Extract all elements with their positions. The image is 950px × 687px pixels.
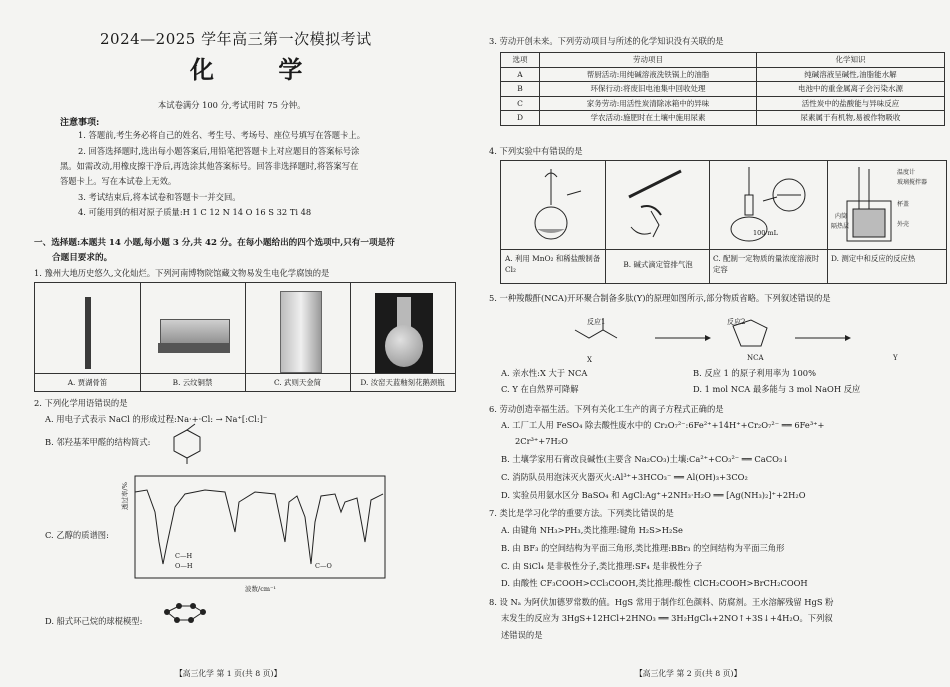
q1-option-d: D. 汝窑天蓝釉刻花鹅颈瓶 xyxy=(360,378,445,387)
note-line-2: 2. 回答选择题时,选出每小题答案后,用铅笔把答题卡上对应题目的答案标号涂 xyxy=(78,146,360,156)
q7-stem: 7. 类比是学习化学的重要方法。下列类比错误的是 xyxy=(489,508,674,518)
label-stirrer: 玻璃搅拌器 xyxy=(897,179,928,186)
q5-reaction1: 反应1 xyxy=(587,318,606,326)
ir-xlabel: 波数/cm⁻¹ xyxy=(245,585,277,593)
q2-option-c: C. 乙醇的质谱图: xyxy=(45,530,109,540)
q2-option-b: B. 邻羟基苯甲醛的结构简式: xyxy=(45,437,151,447)
q5-option-d: D. 1 mol NCA 最多能与 3 mol NaOH 反应 xyxy=(693,384,861,394)
q4-option-d: D. 测定中和反应的反应热 xyxy=(831,254,916,263)
table-header: 化学知识 xyxy=(756,53,944,68)
q7-option-b: B. 由 BF₃ 的空间结构为平面三角形,类比推理:BBr₃ 的空间结构为平面三角形 xyxy=(501,543,785,553)
q6-option-c: C. 消防队员用泡沫灭火器灭火:Al³⁺+3HCO₃⁻ ══ Al(OH)₃+3CO₂ xyxy=(501,472,748,482)
q5-label-nca: NCA xyxy=(747,354,764,362)
section1-line2: 合题目要求的。 xyxy=(52,253,113,263)
q5-option-c: C. Y 在自然界可降解 xyxy=(501,384,579,394)
footer-right: 【高三化学 第 2 页(共 8 页)】 xyxy=(635,669,742,678)
note-line-6: 4. 可能用到的相对原子质量:H 1 C 12 N 14 O 16 S 32 Ti 48 xyxy=(78,207,312,217)
flask-label: 100 mL xyxy=(753,229,778,237)
cl2-apparatus xyxy=(521,165,585,247)
page-right xyxy=(475,0,950,687)
exam-title: 2024—2025 学年高三第一次模拟考试 xyxy=(100,30,372,48)
footer-left: 【高三化学 第 1 页(共 8 页)】 xyxy=(175,669,282,678)
cyclohexane-model xyxy=(163,600,213,630)
table-row: C 家务劳动:用活性炭清除冰箱中的异味 活性炭中的盐酸能与异味反应 xyxy=(501,96,945,111)
q8-line-2: 末发生的反应为 3HgS+12HCl+2HNO₃ ══ 3H₂HgCl₄+2NO↑+3S↓+4H₂O。下列叙 xyxy=(501,613,833,623)
q7-option-c: C. 由 SiCl₄ 是非极性分子,类比推理:SF₄ 是非极性分子 xyxy=(501,561,703,571)
ir-ylabel: 透过率/% xyxy=(121,482,129,510)
q1-option-c: C. 武则天金简 xyxy=(273,378,322,387)
q3-table xyxy=(500,52,945,126)
q4-apparatus-table xyxy=(500,160,947,284)
q4-option-c: C. 配制一定物质的量浓度溶液时定容 xyxy=(713,254,820,274)
note-line-3: 黑。如需改动,用橡皮擦干净后,再选涂其他答案标号。回答非选择题时,将答案写在 xyxy=(60,161,359,171)
q4-stem: 4. 下列实验中有错误的是 xyxy=(489,146,583,156)
ir-spectrum xyxy=(125,472,390,597)
q7-option-a: A. 由键角 NH₃>PH₃,类比推理:键角 H₂S>H₂Se xyxy=(501,525,683,535)
label-lid: 杯盖 xyxy=(897,201,910,208)
q1-option-a: A. 贾湖骨笛 xyxy=(67,378,108,387)
q4-option-a: A. 利用 MnO₂ 和稀盐酸制备 Cl₂ xyxy=(505,254,601,274)
q4-option-b: B. 碱式滴定管排气泡 xyxy=(623,260,693,269)
table-row: D 学农活动:施肥时在土壤中施用尿素 尿素属于有机物,易被作物吸收 xyxy=(501,111,945,126)
q5-reaction2: 反应2 xyxy=(727,318,746,326)
table-row: B 环保行动:将废旧电池集中回收处理 电池中的重金属离子会污染水源 xyxy=(501,82,945,97)
table-row: A 帮厨活动:用纯碱溶液洗铁锅上的油脂 纯碱溶液呈碱性,油脂能水解 xyxy=(501,67,945,82)
bone-flute-image xyxy=(85,297,91,369)
q6-stem: 6. 劳动创造幸福生活。下列有关化工生产的离子方程式正确的是 xyxy=(489,404,724,414)
q8-line-1: 8. 设 Nₐ 为阿伏加德罗常数的值。HgS 常用于制作红色颜料、防腐剂。王水溶解残留 HgS 粉 xyxy=(489,597,834,607)
q1-option-b: B. 云纹铜禁 xyxy=(172,378,213,387)
q5-option-b: B. 反应 1 的原子利用率为 100% xyxy=(693,368,816,378)
q6-option-a: A. 工厂工人用 FeSO₄ 除去酸性废水中的 Cr₂O₇²⁻:6Fe²⁺+14H⁺+Cr₂O₇²⁻ ══ 6Fe³⁺+ xyxy=(501,420,825,430)
ir-peak-oh: O—H xyxy=(175,562,193,570)
burette-apparatus xyxy=(621,167,696,247)
subject-title: 化 学 xyxy=(190,55,331,84)
section1-line1: 一、选择题:本题共 14 小题,每小题 3 分,共 42 分。在每小题给出的四个选项中,只有一项是符 xyxy=(34,238,395,248)
label-shell: 外壳 xyxy=(897,221,910,228)
note-line-4: 答题卡上。写在本试卷上无效。 xyxy=(60,176,177,186)
q6-option-b: B. 土壤学家用石膏改良碱性(主要含 Na₂CO₃)土壤:Ca²⁺+CO₃²⁻ ══ CaCO₃↓ xyxy=(501,454,790,464)
q2-option-a: A. 用电子式表示 NaCl 的形成过程:Na·+·Cl: → Na⁺[:Cl:]⁻ xyxy=(45,414,268,424)
note-line-5: 3. 考试结束后,将本试卷和答题卡一并交回。 xyxy=(78,192,241,202)
salicylaldehyde-structure xyxy=(165,422,210,467)
q1-artifact-table xyxy=(34,282,456,392)
q3-stem: 3. 劳动开创未来。下列劳动项目与所述的化学知识没有关联的是 xyxy=(489,36,724,46)
label-thermometer: 温度计 xyxy=(897,169,916,176)
label-insulation: 隔热层 xyxy=(831,223,850,230)
note-line-1: 1. 答题前,考生务必将自己的姓名、考生号、考场号、座位号填写在答题卡上。 xyxy=(78,130,365,140)
gold-slip-image xyxy=(280,291,322,373)
notes-heading: 注意事项: xyxy=(60,118,100,128)
q8-line-3: 述错误的是 xyxy=(501,630,543,640)
q2-option-d: D. 船式环己烷的球棍模型: xyxy=(45,616,143,626)
q5-stem: 5. 一种羧酸酐(NCA)开环聚合制备多肽(Y)的原理如图所示,部分物质省略。下列叙述错误的是 xyxy=(489,293,831,303)
table-header: 选项 xyxy=(501,53,540,68)
q7-option-d: D. 由酸性 CF₃COOH>CCl₃COOH,类比推理:酸性 ClCH₂COOH>BrCH₂COOH xyxy=(501,578,808,588)
label-inner: 内筒 xyxy=(835,213,848,220)
q5-label-y: Y xyxy=(893,354,898,362)
q5-label-x: X xyxy=(587,356,592,364)
q6-option-d: D. 实验员用氨水区分 BaSO₄ 和 AgCl:Ag⁺+2NH₃·H₂O ══ [Ag(NH₃)₂]⁺+2H₂O xyxy=(501,490,806,500)
table-header: 劳动项目 xyxy=(540,53,757,68)
vase-image xyxy=(385,325,423,367)
exam-info: 本试卷满分 100 分,考试用时 75 分钟。 xyxy=(158,100,306,110)
q6-option-a-cont: 2Cr³⁺+7H₂O xyxy=(515,436,568,446)
q5-option-a: A. 亲水性:X 大于 NCA xyxy=(501,368,588,378)
ir-peak-ch: C—H xyxy=(175,552,193,560)
table-row xyxy=(501,53,945,68)
ir-peak-co: C—O xyxy=(315,562,332,570)
q2-stem: 2. 下列化学用语错误的是 xyxy=(34,398,128,408)
q1-stem: 1. 豫州大地历史悠久,文化灿烂。下列河南博物院馆藏文物易发生电化学腐蚀的是 xyxy=(34,268,330,278)
